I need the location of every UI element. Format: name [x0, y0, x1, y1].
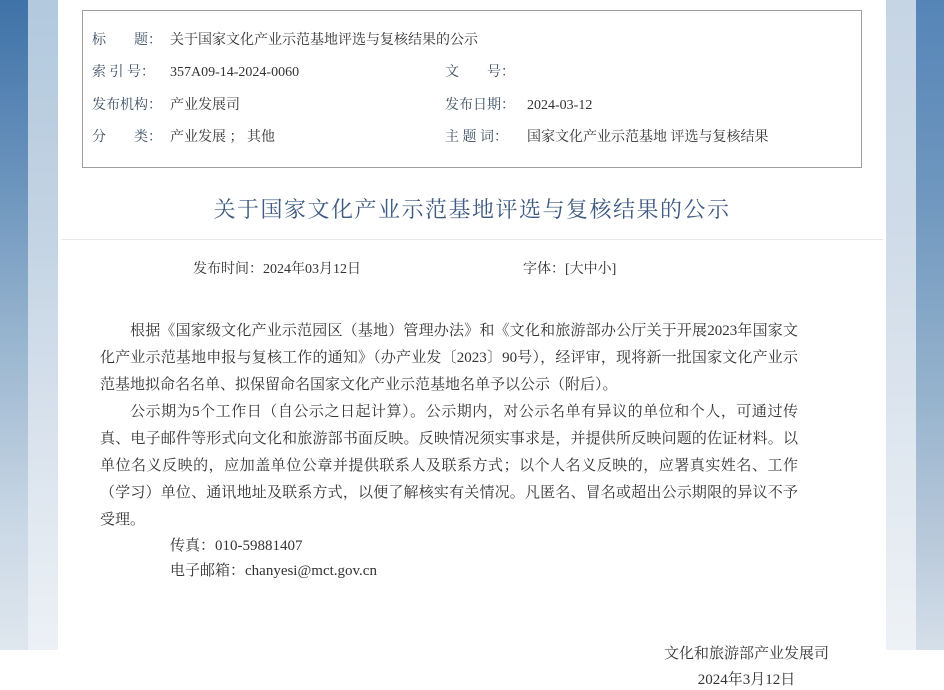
meta-pubdate-value: 2024-03-12 [527, 97, 593, 113]
body-paragraph-1: 根据《国家级文化产业示范园区（基地）管理办法》和《文化和旅游部办公厅关于开展2023年国家文化产业示范基地申报与复核工作的通知》（办产业发〔2023〕90号），经评审，现将新一批国家文化产业示范基地拟命名名单、拟保留命名国家文化产业示范基地名单予以公示（附后）。 [100, 323, 798, 393]
page-title: 关于国家文化产业示范基地评选与复核结果的公示 [213, 197, 731, 222]
meta-title-value: 关于国家文化产业示范基地评选与复核结果的公示 [170, 32, 478, 48]
document-meta-box [82, 10, 862, 168]
publish-time-label: 发布时间： [193, 262, 263, 277]
meta-row-title [83, 31, 861, 50]
signature-block [58, 644, 829, 690]
meta-row-index-docnum [83, 63, 861, 82]
meta-cell-docnum [445, 63, 861, 82]
meta-category-value: 产业发展 ； 其他 [170, 130, 275, 146]
document-page [58, 0, 886, 688]
right-inner-gradient-band [886, 0, 916, 650]
meta-cell-subject [445, 128, 861, 147]
publish-time [193, 258, 361, 278]
meta-pubdate-label: 发布日期： [445, 97, 515, 113]
publish-info-row [58, 258, 886, 278]
left-inner-gradient-band [28, 0, 58, 650]
signature-org: 文化和旅游部产业发展司 [663, 646, 829, 662]
meta-category-label: 分 类： [92, 130, 162, 146]
font-size-label: 字体： [523, 262, 565, 277]
font-size-control [523, 258, 616, 278]
meta-index-value: 357A09-14-2024-0060 [170, 65, 300, 81]
signature-inner [664, 644, 829, 690]
signature-date: 2024年3月12日 [697, 672, 796, 688]
meta-subject-label: 主 题 词： [445, 130, 508, 146]
fax-line: 传真：010-59881407 [170, 538, 303, 554]
email-line: 电子邮箱：chanyesi@mct.gov.cn [170, 563, 377, 579]
document-body [100, 318, 798, 534]
meta-docnum-label: 文 号： [445, 65, 515, 81]
title-divider [61, 239, 883, 240]
meta-cell-index [83, 63, 445, 82]
meta-cell-pubdate [445, 96, 861, 115]
meta-row-agency-date [83, 96, 861, 115]
meta-index-label: 索 引 号： [92, 65, 155, 81]
meta-agency-value: 产业发展司 [170, 97, 240, 113]
meta-cell-category [83, 128, 445, 147]
meta-cell-title [83, 31, 478, 50]
body-paragraph-2: 公示期为5个工作日（自公示之日起计算）。公示期内，对公示名单有异议的单位和个人，可通过传真、电子邮件等形式向文化和旅游部书面反映。反映情况须实事求是，并提供所反映问题的佐证材料。以单位名义反映的，应加盖单位公章并提供联系人及联系方式；以个人名义反映的，应署真实姓名、工作（学习）单位、通讯地址及联系方式，以便了解核实有关情况。凡匿名、冒名或超出公示期限的异议不予受理。 [100, 404, 798, 528]
meta-agency-label: 发布机构： [92, 97, 162, 113]
publish-time-value: 2024年03月12日 [263, 262, 361, 277]
font-size-options[interactable]: [大中小] [565, 262, 617, 277]
meta-cell-agency [83, 96, 445, 115]
meta-title-label: 标 题： [92, 32, 162, 48]
right-outer-gradient-band [916, 0, 944, 650]
meta-row-category-subject [83, 128, 861, 147]
contact-info [170, 534, 798, 584]
meta-subject-value: 国家文化产业示范基地 评选与复核结果 [527, 130, 769, 146]
left-outer-gradient-band [0, 0, 28, 650]
